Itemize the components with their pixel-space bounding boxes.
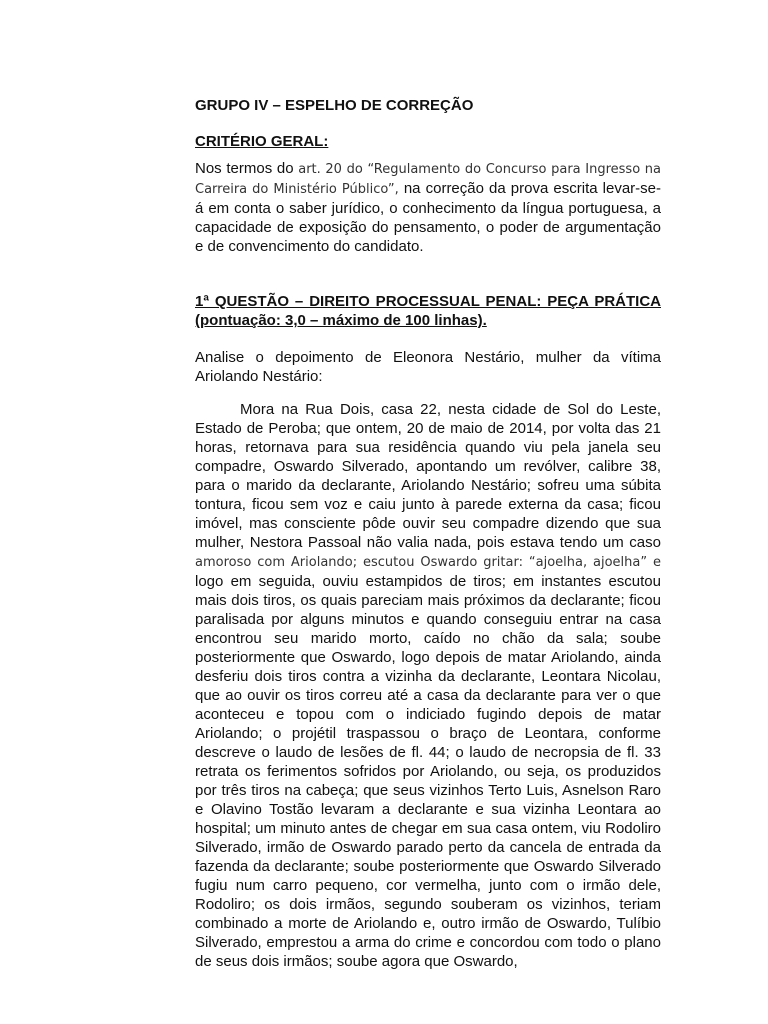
questao-heading: 1ª QUESTÃO – DIREITO PROCESSUAL PENAL: PEÇA PRÁTICA (pontuação: 3,0 – máximo de 100 linhas). bbox=[195, 293, 661, 329]
depoimento-paragraph bbox=[195, 400, 661, 971]
document-content bbox=[195, 96, 661, 971]
depoimento-text-part1: Mora na Rua Dois, casa 22, nesta cidade de Sol do Leste, Estado de Peroba; que ontem, 20 de maio de 2014, por volta das 21 horas, retornava para sua residência quando viu pela janela seu compadre, Oswardo Silverado, apontando um revólver, calibre 38, para o marido da declarante, Ariolando Nestário; sofreu uma súbita tontura, ficou sem voz e caiu junto à parede externa da casa; ficou imóvel, mas consciente pôde ouvir seu compadre dizendo que sua mulher, Nestora Passoal não valia nada, pois estava tendo um caso bbox=[195, 401, 661, 551]
depoimento-text-part3: logo em seguida, ouviu estampidos de tiros; em instantes escutou mais dois tiros, os quais pareciam mais próximos da declarante; ficou paralisada por alguns minutos e quando conseguiu entrar na casa encontrou seu marido morto, caído no chão da sala; soube posteriormente que Oswardo, logo depois de matar Ariolando, ainda desferiu dois tiros contra a vizinha da declarante, Leontara Nicolau, que ao ouvir os tiros correu até a casa da declarante para ver o que aconteceu e topou com o indiciado fugindo depois de matar Ariolando; o projétil traspassou o braço de Leontara, conforme descreve o laudo de lesões de fl. 44; o laudo de necropsia de fl. 33 retrata os ferimentos sofridos por Ariolando, ou seja, os produzidos por três tiros na cabeça; que seus vizinhos Terto Luis, Asnelson Raro e Olavino Tostão levaram a declarante e sua vizinha Leontara ao hospital; um minuto antes de chegar em sua casa ontem, viu Rodoliro Silverado, irmão de Oswardo parado perto da cancela de entrada da fazenda da declarante; soube posteriormente que Oswardo Silverado fugiu num carro pequeno, cor vermelha, junto com o irmão dele, Rodoliro; os dois irmãos, segundo souberam os vizinhos, teriam combinado a morte de Ariolando e, outro irmão de Oswardo, Tulíbio Silverado, emprestou a arma do crime e concordou com todo o plano de seus dois irmãos; soube agora que Oswardo, bbox=[195, 573, 661, 970]
criterio-geral-heading: CRITÉRIO GERAL: bbox=[195, 133, 329, 150]
regulamento-reference: art. 20 do “Regulamento do Concurso para Ingresso na Carreira do Ministério Público”, bbox=[195, 162, 661, 197]
criterio-rest-text: na correção da prova escrita levar-se-á em conta o saber jurídico, o conhecimento da língua portuguesa, a capacidade de exposição do pensamento, o poder de argumentação e de convencimento do candidato. bbox=[195, 180, 662, 255]
criterio-lead-text: Nos termos do bbox=[195, 160, 299, 177]
questao-intro: Analise o depoimento de Eleonora Nestário, mulher da vítima Ariolando Nestário: bbox=[195, 349, 661, 385]
document-title: GRUPO IV – ESPELHO DE CORREÇÃO bbox=[195, 97, 474, 114]
depoimento-text-part2: amoroso com Ariolando; escutou Oswardo gritar: “ajoelha, ajoelha” e bbox=[195, 555, 661, 570]
criterio-geral-paragraph bbox=[195, 159, 661, 256]
